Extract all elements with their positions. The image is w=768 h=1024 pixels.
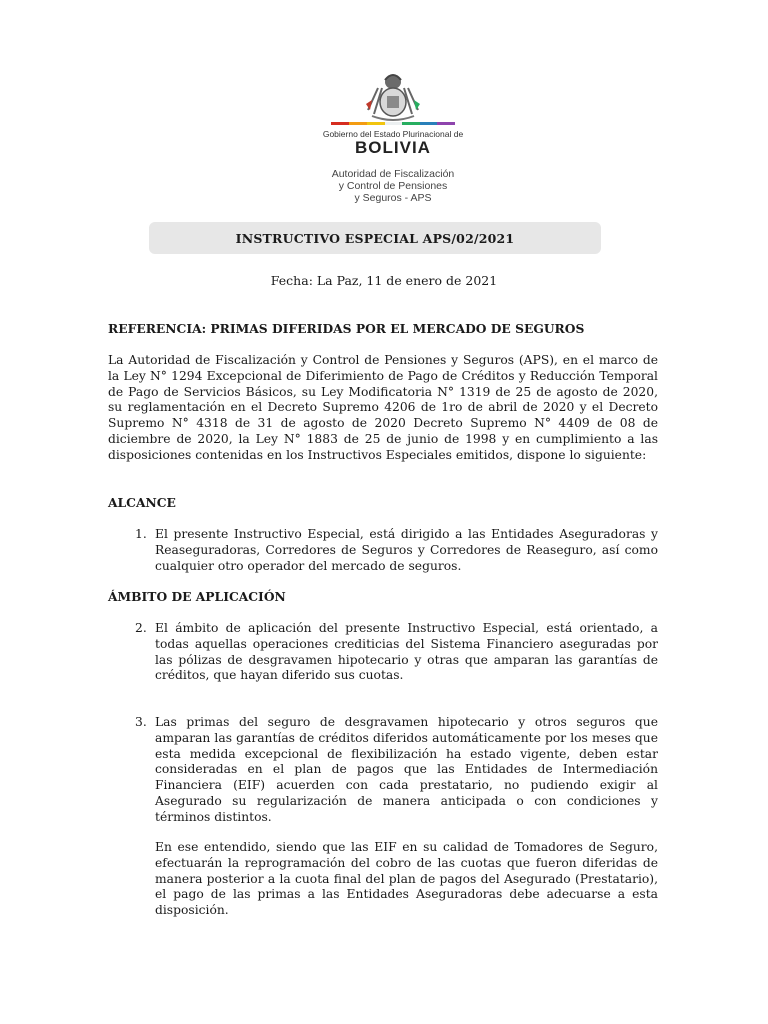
country-label: BOLIVIA bbox=[355, 138, 431, 157]
item-number: 1. bbox=[135, 527, 147, 541]
section-ambito: ÁMBITO DE APLICACIÓN bbox=[108, 589, 286, 604]
item-text: Las primas del seguro de desgravamen hipotecario y otros seguros que amparan las garantías de créditos diferidos automáticamente por los meses que esta medida excepcional de flexibilización ha estado vigente, deben estar consideradas en el plan de pagos que las Entidades de Intermediación Financiera (EIF) acuerden con cada prestatario, no pudiendo exigir al Asegurado su regularización de manera anticipada o con condiciones y términos distintos. bbox=[155, 715, 658, 824]
reference-heading: REFERENCIA: PRIMAS DIFERIDAS POR EL MERCADO DE SEGUROS bbox=[108, 321, 585, 336]
agency-label: Autoridad de Fiscalización y Control de Pensiones y Seguros - APS bbox=[331, 168, 455, 204]
item-text: El ámbito de aplicación del presente Instructivo Especial, está orientado, a todas aquellas operaciones crediticias del Sistema Financiero aseguradas por las pólizas de desgravamen hipotecario y otras que amparan las garantías de créditos, que hayan diferido sus cuotas. bbox=[155, 621, 658, 683]
item-text: El presente Instructivo Especial, está dirigido a las Entidades Aseguradoras y Reaseguradoras, Corredores de Seguros y Corredores de Reaseguro, así como cualquier otro operador del mercado de seguros. bbox=[155, 527, 658, 573]
list-item bbox=[135, 527, 658, 574]
government-label: Gobierno del Estado Plurinacional de bbox=[322, 129, 464, 139]
item3-continuation: En ese entendido, siendo que las EIF en su calidad de Tomadores de Seguro, efectuarán la reprogramación del cobro de las cuotas que fueron diferidas de manera posterior a la cuota final del plan de pagos del Asegurado (Prestatario), el pago de las primas a las Entidades Aseguradoras debe adecuarse a esta disposición. bbox=[155, 840, 658, 918]
document-title: INSTRUCTIVO ESPECIAL APS/02/2021 bbox=[149, 222, 601, 254]
list-item bbox=[135, 621, 658, 684]
aps-logo bbox=[318, 70, 468, 204]
wiphala-stripe bbox=[331, 122, 455, 125]
intro-paragraph: La Autoridad de Fiscalización y Control de Pensiones y Seguros (APS), en el marco de la Ley N° 1294 Excepcional de Diferimiento de Pago de Créditos y Reducción Temporal de Pago de Servicios Básicos, su Ley Modificatoria N° 1319 de 25 de agosto de 2020, su reglamentación en el Decreto Supremo 4206 de 1ro de abril de 2020 y el Decreto Supremo N° 4318 de 31 de agosto de 2020 Decreto Supremo N° 4409 de 08 de diciembre de 2020, la Ley N° 1883 de 25 de junio de 1998 y en cumplimiento a las disposiciones contenidas en los Instructivos Especiales emitidos, dispone lo siguiente: bbox=[108, 353, 658, 462]
list-item bbox=[135, 715, 658, 826]
item-number: 2. bbox=[135, 621, 147, 635]
coat-of-arms-icon bbox=[358, 70, 428, 122]
section-alcance: ALCANCE bbox=[108, 495, 176, 510]
item-number: 3. bbox=[135, 715, 147, 729]
document-date: Fecha: La Paz, 11 de enero de 2021 bbox=[270, 273, 498, 288]
